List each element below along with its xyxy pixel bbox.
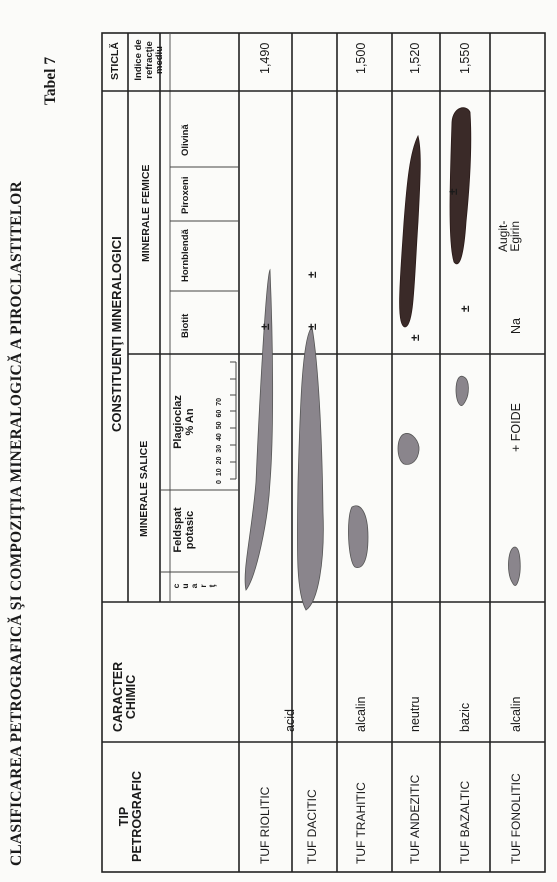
andezitic-salic-blob bbox=[398, 433, 419, 464]
header-femice: MINERALE FEMICE bbox=[140, 164, 152, 262]
header-cuart: c u a r ţ bbox=[171, 583, 217, 589]
fonolitic-salic-blob bbox=[508, 547, 520, 585]
header-piroxeni: Piroxeni bbox=[180, 176, 191, 214]
row-tip: TUF TRAHITIC bbox=[354, 782, 368, 864]
row-caracter: alcalin bbox=[509, 696, 523, 732]
header-salice: MINERALE SALICE bbox=[138, 440, 150, 537]
row-tip: TUF DACITIC bbox=[305, 789, 319, 864]
row-indice: 1,520 bbox=[408, 42, 422, 74]
riolitic-salic-band bbox=[245, 270, 273, 590]
header-caracter: CARACTER CHIMIC bbox=[111, 661, 138, 732]
plagioclaz-scale: 0 10 20 30 40 50 60 70 bbox=[216, 397, 223, 484]
row-indice: 1,500 bbox=[354, 42, 368, 74]
bazaltic-femic-band bbox=[450, 108, 471, 264]
header-biotit: Biotit bbox=[180, 313, 191, 338]
row-indice: 1,490 bbox=[258, 42, 272, 74]
row-biotit: ± bbox=[408, 334, 422, 341]
header-plagioclaz: Plagioclaz % An bbox=[172, 395, 196, 449]
dacitic-salic-band bbox=[297, 327, 323, 610]
row-biotit: ± bbox=[305, 323, 319, 330]
row-hornblenda: ± bbox=[458, 305, 472, 312]
bazaltic-salic-blob bbox=[456, 376, 468, 405]
table-label: Tabel 7 bbox=[42, 56, 59, 105]
row-hornblenda: ± bbox=[305, 271, 319, 278]
row-tip: TUF BAZALTIC bbox=[458, 780, 472, 864]
row-tip: TUF FONOLITIC bbox=[509, 773, 523, 864]
row-biotit: Na bbox=[509, 318, 523, 334]
row-indice: 1,550 bbox=[458, 42, 472, 74]
header-tip: TIP PETROGRAFIC bbox=[117, 771, 144, 862]
row-biotit: ± bbox=[258, 323, 272, 330]
row-caracter: alcalin bbox=[354, 696, 368, 732]
header-olivina: Olivină bbox=[180, 124, 191, 156]
row-caracter: neutru bbox=[408, 696, 422, 732]
row-tip: TUF ANDEZITIC bbox=[408, 774, 422, 864]
row-piroxeni: ± bbox=[446, 188, 460, 195]
andezitic-femic-band bbox=[400, 136, 421, 327]
header-feldspat: Feldspat potasic bbox=[172, 507, 196, 553]
header-hornblenda: Hornblendă bbox=[180, 229, 191, 282]
row-tip: TUF RIOLITIC bbox=[258, 786, 272, 864]
row-caracter: acid bbox=[283, 709, 297, 732]
trahitic-salic-blob bbox=[348, 506, 368, 568]
row-augit: Augit- Egirin bbox=[496, 220, 522, 252]
row-caracter: bazic bbox=[458, 702, 472, 732]
header-constituenti: CONSTITUENŢI MINERALOGICI bbox=[109, 236, 124, 432]
header-indice: Indice de refracţie mediu bbox=[133, 39, 165, 81]
header-sticla: STICLĂ bbox=[109, 42, 121, 80]
row-foide: + FOIDE bbox=[509, 403, 523, 452]
page-title: CLASIFICAREA PETROGRAFICĂ ŞI COMPOZIŢIA MINERALOGICĂ A PIROCLASTITELOR bbox=[8, 181, 25, 866]
